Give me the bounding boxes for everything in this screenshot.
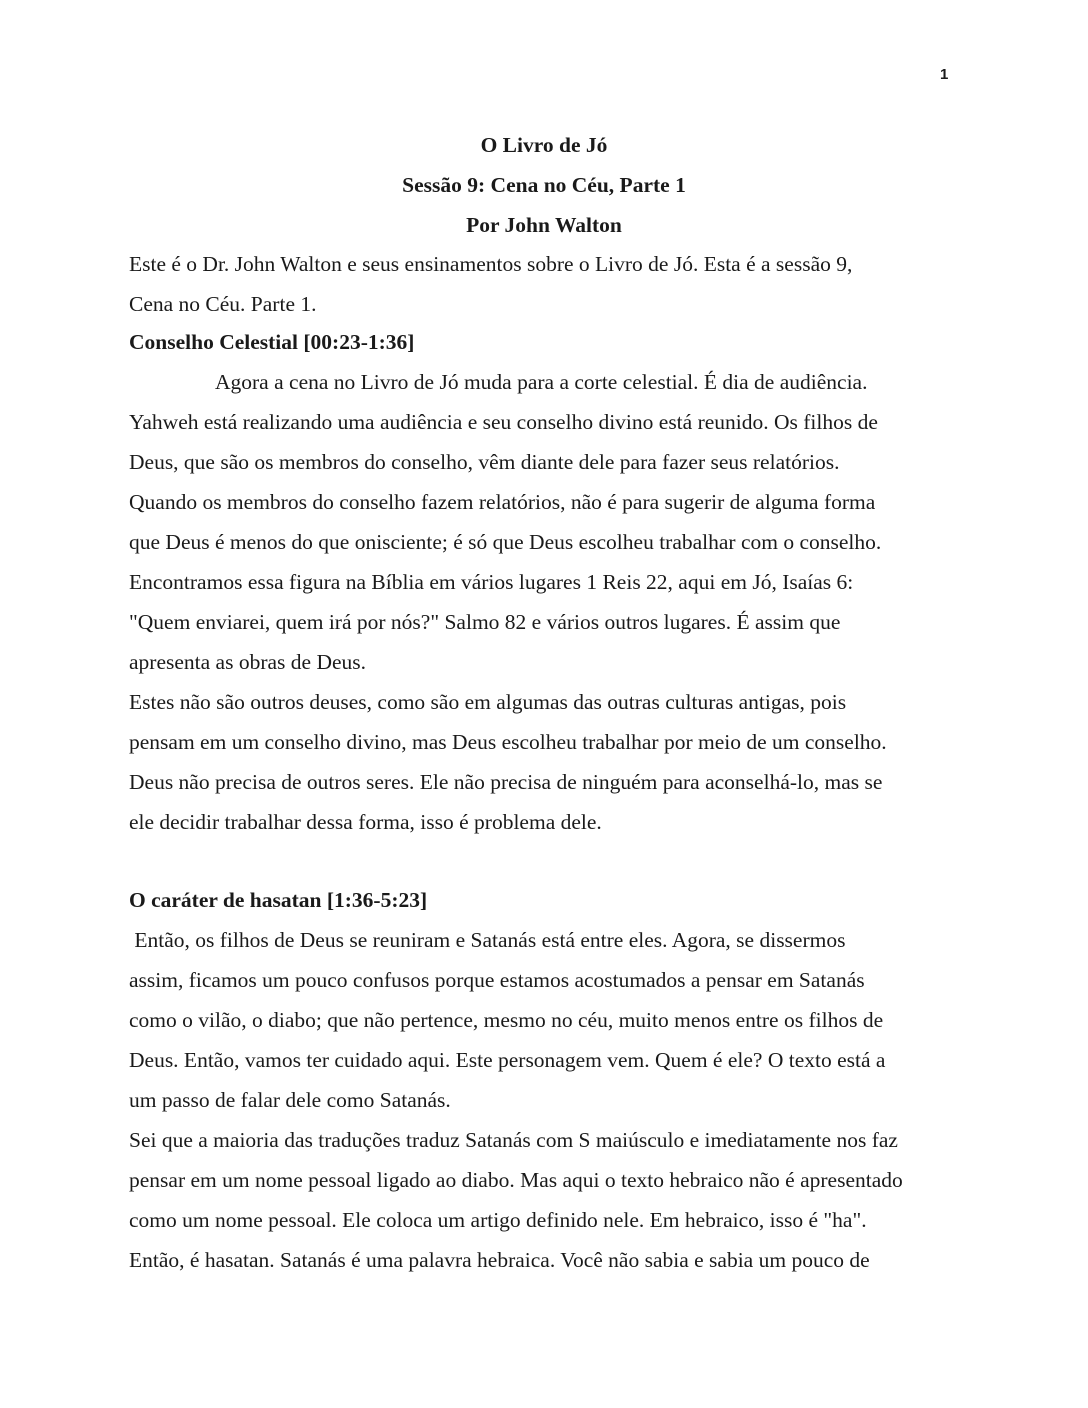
section-conselho-celestial [129, 322, 969, 842]
paragraph [129, 362, 969, 682]
text-line: pensam em um conselho divino, mas Deus escolheu trabalhar por meio de um conselho. [129, 730, 887, 754]
session-title: Sessão 9: Cena no Céu, Parte 1 [402, 173, 686, 197]
text-line: Então, é hasatan. Satanás é uma palavra hebraica. Você não sabia e sabia um pouco de [129, 1248, 870, 1272]
text-line: assim, ficamos um pouco confusos porque estamos acostumados a pensar em Satanás [129, 968, 865, 992]
text-line: Então, os filhos de Deus se reuniram e Satanás está entre eles. Agora, se dissermos [129, 928, 846, 952]
text-line: Estes não são outros deuses, como são em algumas das outras culturas antigas, pois [129, 690, 847, 714]
paragraph [129, 920, 969, 1120]
text-line: apresenta as obras de Deus. [129, 650, 367, 674]
author-line: Por John Walton [466, 213, 622, 237]
page-number: 1 [940, 66, 949, 83]
book-title: O Livro de Jó [480, 133, 608, 157]
document-title [0, 125, 1088, 245]
text-line: pensar em um nome pessoal ligado ao diabo. Mas aqui o texto hebraico não é apresentado [129, 1168, 903, 1192]
text-line: Quando os membros do conselho fazem relatórios, não é para sugerir de alguma forma [129, 490, 876, 514]
text-line: Yahweh está realizando uma audiência e seu conselho divino está reunido. Os filhos de [129, 410, 878, 434]
section-heading: O caráter de hasatan [1:36-5:23] [129, 888, 428, 912]
section-heading: Conselho Celestial [00:23-1:36] [129, 330, 415, 354]
text-line: um passo de falar dele como Satanás. [129, 1088, 451, 1112]
text-line: Encontramos essa figura na Bíblia em vários lugares 1 Reis 22, aqui em Jó, Isaías 6: [129, 570, 854, 594]
text-line: como um nome pessoal. Ele coloca um artigo definido nele. Em hebraico, isso é "ha". [129, 1208, 867, 1232]
text-line: "Quem enviarei, quem irá por nós?" Salmo 82 e vários outros lugares. É assim que [129, 610, 841, 634]
text-line: Sei que a maioria das traduções traduz Satanás com S maiúsculo e imediatamente nos faz [129, 1128, 898, 1152]
text-line: Este é o Dr. John Walton e seus ensinamentos sobre o Livro de Jó. Esta é a sessão 9, [129, 252, 853, 276]
intro-paragraph [129, 244, 969, 324]
text-line: ele decidir trabalhar dessa forma, isso é problema dele. [129, 810, 602, 834]
paragraph [129, 682, 969, 842]
text-line: Cena no Céu. Parte 1. [129, 292, 317, 316]
text-line: como o vilão, o diabo; que não pertence, mesmo no céu, muito menos entre os filhos de [129, 1008, 884, 1032]
paragraph [129, 1120, 969, 1280]
text-line: Agora a cena no Livro de Jó muda para a corte celestial. É dia de audiência. [215, 370, 868, 394]
text-line: que Deus é menos do que onisciente; é só que Deus escolheu trabalhar com o conselho. [129, 530, 882, 554]
text-line: Deus não precisa de outros seres. Ele não precisa de ninguém para aconselhá-lo, mas se [129, 770, 883, 794]
text-line: Deus. Então, vamos ter cuidado aqui. Este personagem vem. Quem é ele? O texto está a [129, 1048, 886, 1072]
text-line: Deus, que são os membros do conselho, vêm diante dele para fazer seus relatórios. [129, 450, 840, 474]
section-carater-hasatan [129, 880, 969, 1280]
